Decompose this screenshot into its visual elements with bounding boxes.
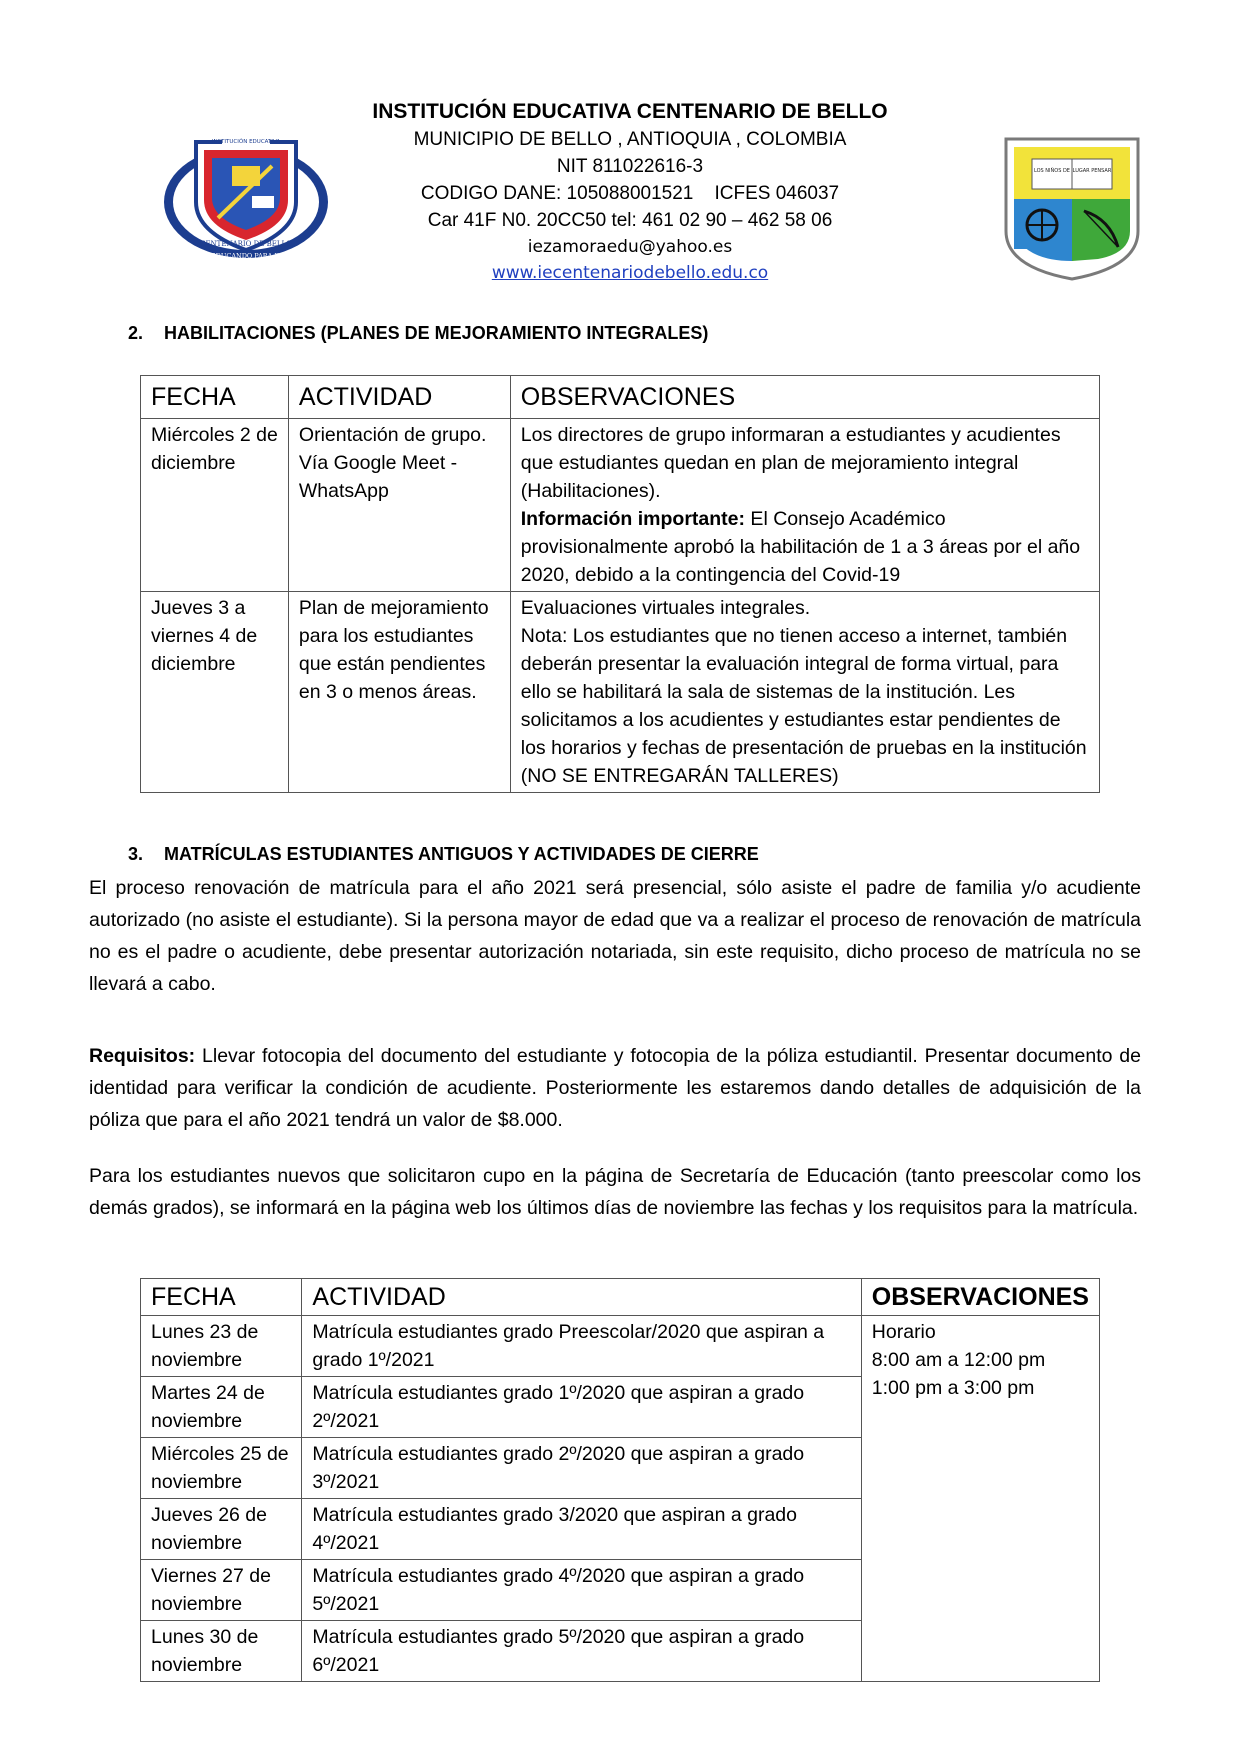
cell-fecha: Jueves 26 de noviembre <box>141 1499 302 1560</box>
horario-afternoon: 1:00 pm a 3:00 pm <box>871 1377 1035 1399</box>
table-row <box>141 1316 1100 1377</box>
cell-actividad: Matrícula estudiantes grado Preescolar/2020 que aspiran a grado 1º/2021 <box>302 1316 861 1377</box>
cell-observaciones <box>510 592 1099 793</box>
horario-label: Horario <box>871 1321 936 1343</box>
letterhead <box>350 98 910 286</box>
cell-actividad: Matrícula estudiantes grado 4º/2020 que aspiran a grado 5º/2021 <box>302 1560 861 1621</box>
cell-actividad: Orientación de grupo. Vía Google Meet - WhatsApp <box>288 419 510 592</box>
important-text: El Consejo Académico provisionalmente aprobó la habilitación de 1 a 3 áreas por el año 2020, debido a la contingencia del Covid-19 <box>520 508 1081 586</box>
cell-actividad: Matrícula estudiantes grado 3/2020 que aspiran a grado 4º/2021 <box>302 1499 861 1560</box>
cell-observaciones-horario <box>861 1316 1099 1682</box>
dane-code: CODIGO DANE: 105088001521 ICFES 046037 <box>420 183 840 204</box>
paragraph-new-students: Para los estudiantes nuevos que solicitaron cupo en la página de Secretaría de Educación (tanto preescolar como los demás grados), se informará en la página web los últimos días de noviembre las fechas y los requisitos para la matrícula. <box>89 1165 1141 1219</box>
paragraph-requirements <box>89 1040 1141 1136</box>
observation-text: Evaluaciones virtuales integrales. <box>520 597 811 619</box>
column-header-fecha: FECHA <box>141 1279 302 1316</box>
section-2-heading <box>128 322 708 344</box>
important-label: Información importante: <box>520 508 746 530</box>
note-text: Nota: Los estudiantes que no tienen acceso a internet, también deberán presentar la evaluación integral de forma virtual, para ello se habilitará la sala de sistemas de la institución. Les solicitamos a los acudientes y estudiantes estar pendientes de los horarios y fechas de presentación de pruebas en la institución (NO SE ENTREGARÁN TALLERES) <box>520 625 1087 787</box>
cell-fecha: Viernes 27 de noviembre <box>141 1560 302 1621</box>
school-crest-logo <box>160 132 332 262</box>
table-row <box>141 419 1100 592</box>
column-header-observaciones: OBSERVACIONES <box>510 376 1099 419</box>
nit: NIT 811022616-3 <box>556 156 704 177</box>
section-3-number: 3. <box>128 844 144 864</box>
cell-fecha: Lunes 30 de noviembre <box>141 1621 302 1682</box>
column-header-actividad: ACTIVIDAD <box>288 376 510 419</box>
crest-ring-text: CENTENARIO DE BELLO <box>200 240 292 248</box>
section-3-heading <box>128 843 759 865</box>
crest-top-text: INSTITUCIÓN EDUCATIVA <box>211 139 281 145</box>
institution-name: INSTITUCIÓN EDUCATIVA CENTENARIO DE BELLO <box>372 100 888 123</box>
paragraph-renewal: El proceso renovación de matrícula para el año 2021 será presencial, sólo asiste el padre de familia y/o acudiente autorizado (no asiste el estudiante). Si la persona mayor de edad que va a realizar el proceso de renovación de matrícula no es el padre o acudiente, debe presentar autorización notariada, sin este requisito, dicho proceso de matrícula no se llevará a cabo. <box>89 877 1141 995</box>
email: iezamoraedu@yahoo.es <box>527 237 733 257</box>
table-header-row <box>141 376 1100 419</box>
column-header-fecha: FECHA <box>141 376 289 419</box>
cell-actividad: Matrícula estudiantes grado 2º/2020 que aspiran a grado 3º/2021 <box>302 1438 861 1499</box>
table-header-row <box>141 1279 1100 1316</box>
crest-motto-text: SIEMPRE EDUCANDO PARA EL FUTURO <box>176 252 316 260</box>
address: Car 41F N0. 20CC50 tel: 461 02 90 – 462 58 06 <box>427 210 833 231</box>
habilitaciones-table <box>140 375 1100 793</box>
column-header-observaciones: OBSERVACIONES <box>861 1279 1099 1316</box>
cell-observaciones <box>510 419 1099 592</box>
column-header-actividad: ACTIVIDAD <box>302 1279 861 1316</box>
section-3-title: MATRÍCULAS ESTUDIANTES ANTIGUOS Y ACTIVIDADES DE CIERRE <box>164 844 759 864</box>
section-2-number: 2. <box>128 323 144 343</box>
banner-left-text: LOS NIÑOS DE <box>1034 168 1070 174</box>
section-2-title: HABILITACIONES (PLANES DE MEJORAMIENTO INTEGRALES) <box>164 323 709 343</box>
cell-fecha: Lunes 23 de noviembre <box>141 1316 302 1377</box>
table-row <box>141 592 1100 793</box>
cell-fecha: Miércoles 2 de diciembre <box>141 419 289 592</box>
observation-text: Los directores de grupo informaran a estudiantes y acudientes que estudiantes quedan en plan de mejoramiento integral (Habilitaciones). <box>520 424 1061 502</box>
banner-right-text: LUGAR PENSAR <box>1072 168 1112 174</box>
requirements-text: Llevar fotocopia del documento del estudiante y fotocopia de la póliza estudiantil. Presentar documento de identidad para verificar la condición de acudiente. Posteriormente les estaremos dando detalles de adquisición de la póliza que para el año 2021 tendrá un valor de $8.000. <box>89 1045 1141 1131</box>
cell-actividad: Matrícula estudiantes grado 1º/2020 que aspiran a grado 2º/2021 <box>302 1377 861 1438</box>
bello-coat-of-arms-logo <box>998 135 1146 283</box>
cell-actividad: Plan de mejoramiento para los estudiantes que están pendientes en 3 o menos áreas. <box>288 592 510 793</box>
requirements-label: Requisitos: <box>89 1045 196 1067</box>
matriculas-table <box>140 1278 1100 1682</box>
website-link[interactable]: www.iecentenariodebello.edu.co <box>491 263 769 283</box>
cell-fecha: Jueves 3 a viernes 4 de diciembre <box>141 592 289 793</box>
cell-actividad: Matrícula estudiantes grado 5º/2020 que aspiran a grado 6º/2021 <box>302 1621 861 1682</box>
cell-fecha: Martes 24 de noviembre <box>141 1377 302 1438</box>
municipality: MUNICIPIO DE BELLO , ANTIOQUIA , COLOMBIA <box>413 129 847 150</box>
horario-morning: 8:00 am a 12:00 pm <box>871 1349 1046 1371</box>
cell-fecha: Miércoles 25 de noviembre <box>141 1438 302 1499</box>
